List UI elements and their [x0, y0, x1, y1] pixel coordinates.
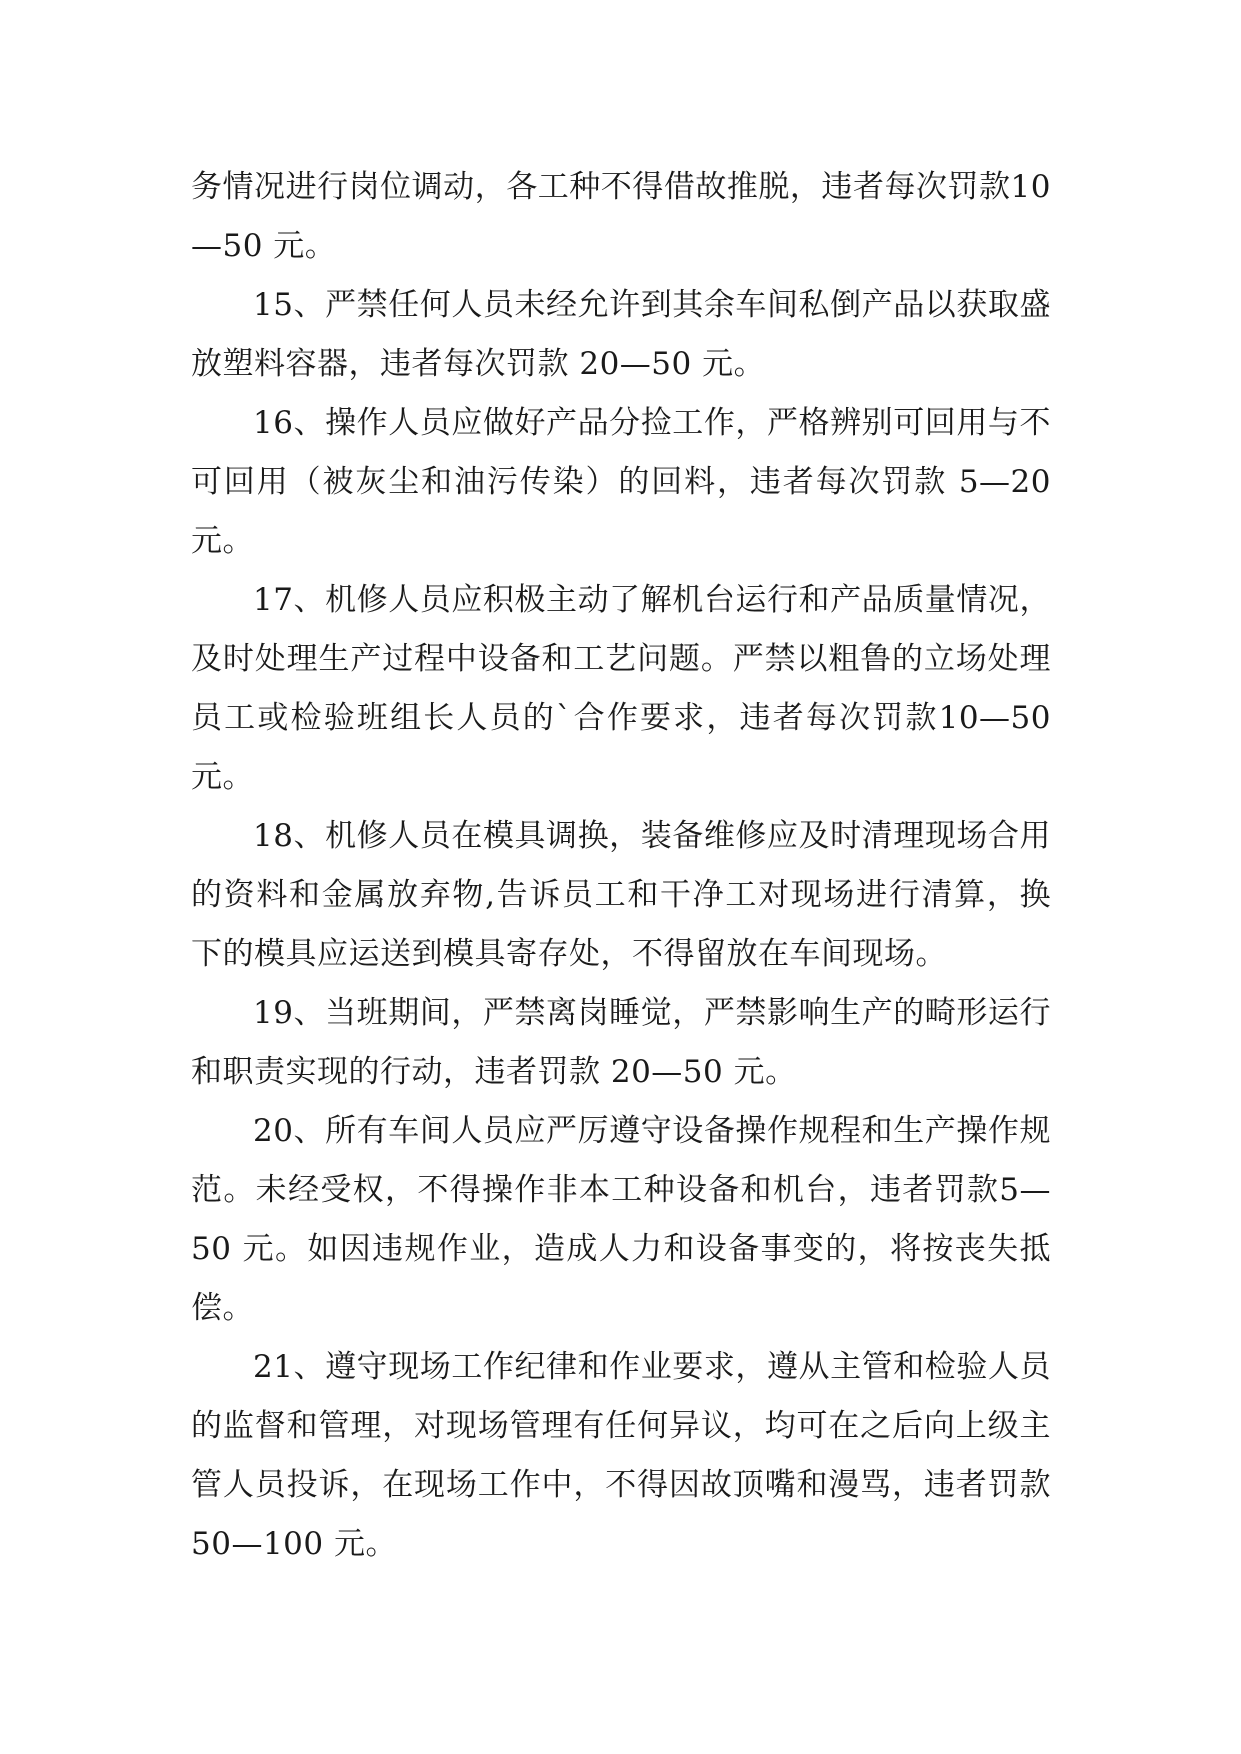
document-body [191, 158, 1051, 1574]
paragraph-15: 15、严禁任何人员未经允许到其余车间私倒产品以获取盛放塑料容器，违者每次罚款 20—50 元。 [191, 287, 1051, 382]
paragraph-19: 19、当班期间，严禁离岗睡觉，严禁影响生产的畸形运行和职责实现的行动，违者罚款 20—50 元。 [191, 995, 1051, 1090]
paragraph-17: 17、机修人员应积极主动了解机台运行和产品质量情况，及时处理生产过程中设备和工艺问题。严禁以粗鲁的立场处理员工或检验班组长人员的`合作要求，违者每次罚款10—50 元。 [191, 582, 1051, 795]
paragraph-14-continuation: 务情况进行岗位调动，各工种不得借故推脱，违者每次罚款10—50 元。 [191, 169, 1051, 264]
paragraph-18: 18、机修人员在模具调换，装备维修应及时清理现场合用的资料和金属放弃物,告诉员工和干净工对现场进行清算，换下的模具应运送到模具寄存处，不得留放在车间现场。 [191, 818, 1051, 972]
paragraph-16: 16、操作人员应做好产品分捡工作，严格辨别可回用与不可回用（被灰尘和油污传染）的回料，违者每次罚款 5—20元。 [191, 405, 1051, 559]
paragraph-20: 20、所有车间人员应严厉遵守设备操作规程和生产操作规范。未经受权，不得操作非本工种设备和机台，违者罚款5—50 元。如因违规作业，造成人力和设备事变的，将按丧失抵偿。 [191, 1113, 1051, 1326]
paragraph-21: 21、遵守现场工作纪律和作业要求，遵从主管和检验人员的监督和管理，对现场管理有任何异议，均可在之后向上级主管人员投诉，在现场工作中，不得因故顶嘴和漫骂，违者罚款 50—100 元。 [191, 1349, 1051, 1562]
